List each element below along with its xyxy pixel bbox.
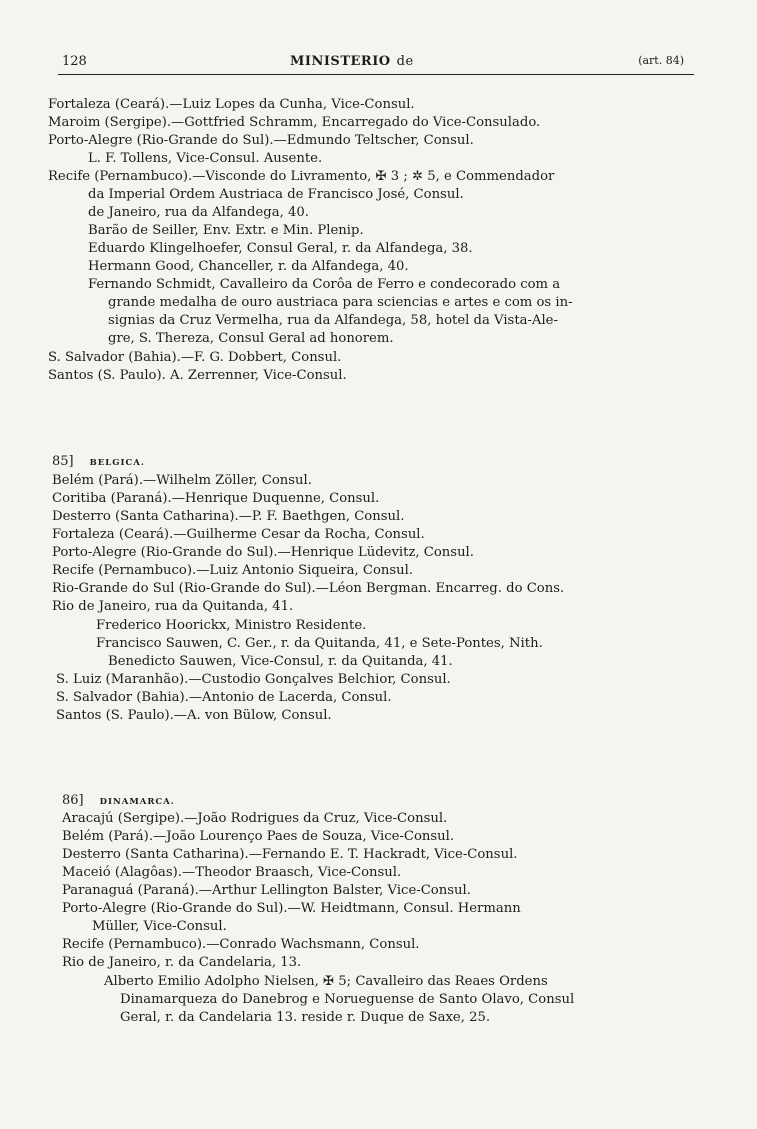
- entry-line: Fernando Schmidt, Cavalleiro da Corôa de Ferro e condecorado com a: [88, 277, 561, 292]
- entry-line: Alberto Emilio Adolpho Nielsen, ✠ 5; Cavalleiro das Reaes Ordens: [104, 974, 548, 989]
- entry-line: Frederico Hoorickx, Ministro Residente.: [96, 618, 367, 633]
- entry-line: Belém (Pará).—Wilhelm Zöller, Consul.: [52, 473, 312, 488]
- entry-line: Rio de Janeiro, r. da Candelaria, 13.: [62, 955, 302, 970]
- section-title: BELGICA.: [89, 458, 145, 468]
- page-header: [58, 52, 694, 75]
- entry-line: S. Salvador (Bahia).—Antonio de Lacerda, Consul.: [56, 690, 392, 705]
- section-number: 85]: [52, 454, 74, 469]
- entry-line: de Janeiro, rua da Alfandega, 40.: [88, 205, 309, 220]
- section-title: DINAMARCA.: [99, 797, 175, 807]
- entry-line: Maceió (Alagôas).—Theodor Braasch, Vice-Consul.: [62, 865, 402, 880]
- entry-line: Santos (S. Paulo). A. Zerrenner, Vice-Consul.: [48, 368, 347, 383]
- entry-line: Porto-Alegre (Rio-Grande do Sul).—W. Heidtmann, Consul. Hermann: [62, 901, 521, 916]
- entry-line: grande medalha de ouro austriaca para sciencias e artes e com os in-: [108, 295, 573, 310]
- section-heading-dinamarca: [62, 793, 175, 810]
- entry-line: Belém (Pará).—João Lourenço Paes de Souza, Vice-Consul.: [62, 829, 455, 844]
- entry-line: Geral, r. da Candelaria 13. reside r. Duque de Saxe, 25.: [120, 1010, 491, 1025]
- entry-line: L. F. Tollens, Vice-Consul. Ausente.: [88, 151, 323, 166]
- entry-line: S. Luiz (Maranhão).—Custodio Gonçalves Belchior, Consul.: [56, 672, 451, 687]
- entry-line: Dinamarqueza do Danebrog e Norueguense de Santo Olavo, Consul: [120, 992, 575, 1007]
- title-main: MINISTERIO: [290, 54, 391, 69]
- entry-line: Coritiba (Paraná).—Henrique Duquenne, Consul.: [52, 491, 380, 506]
- entry-line: Desterro (Santa Catharina).—Fernando E. T. Hackradt, Vice-Consul.: [62, 847, 518, 862]
- page-number: 128: [62, 54, 87, 69]
- entry-line: Hermann Good, Chanceller, r. da Alfandega, 40.: [88, 259, 409, 274]
- entry-line: Fortaleza (Ceará).—Luiz Lopes da Cunha, Vice-Consul.: [48, 97, 415, 112]
- entry-line: Maroim (Sergipe).—Gottfried Schramm, Encarregado do Vice-Consulado.: [48, 115, 541, 130]
- entry-line: Francisco Sauwen, C. Ger., r. da Quitanda, 41, e Sete-Pontes, Nith.: [96, 636, 543, 651]
- entry-line: Paranaguá (Paraná).—Arthur Lellington Balster, Vice-Consul.: [62, 883, 471, 898]
- entry-line: Rio de Janeiro, rua da Quitanda, 41.: [52, 599, 294, 614]
- article-reference: (art. 84): [638, 54, 684, 67]
- entry-line: Benedicto Sauwen, Vice-Consul, r. da Quitanda, 41.: [108, 654, 453, 669]
- entry-line: S. Salvador (Bahia).—F. G. Dobbert, Consul.: [48, 350, 342, 365]
- entry-line: Porto-Alegre (Rio-Grande do Sul).—Edmundo Teltscher, Consul.: [48, 133, 474, 148]
- entry-line: Eduardo Klingelhoefer, Consul Geral, r. da Alfandega, 38.: [88, 241, 473, 256]
- entry-line: Santos (S. Paulo).—A. von Bülow, Consul.: [56, 708, 332, 723]
- entry-line: Recife (Pernambuco).—Visconde do Livramento, ✠ 3 ; ✲ 5, e Commendador: [48, 169, 555, 184]
- entry-line: Müller, Vice-Consul.: [92, 919, 227, 934]
- entry-line: Rio-Grande do Sul (Rio-Grande do Sul).—Léon Bergman. Encarreg. do Cons.: [52, 581, 565, 596]
- title-suffix: de: [396, 54, 414, 69]
- entry-line: da Imperial Ordem Austriaca de Francisco José, Consul.: [88, 187, 464, 202]
- entry-line: Aracajú (Sergipe).—João Rodrigues da Cruz, Vice-Consul.: [62, 811, 448, 826]
- entry-line: Fortaleza (Ceará).—Guilherme Cesar da Rocha, Consul.: [52, 527, 425, 542]
- entry-line: Desterro (Santa Catharina).—P. F. Baethgen, Consul.: [52, 509, 405, 524]
- section-heading-belgica: [52, 454, 145, 471]
- entry-line: Porto-Alegre (Rio-Grande do Sul).—Henrique Lüdevitz, Consul.: [52, 545, 474, 560]
- running-title: [290, 54, 414, 69]
- entry-line: Barão de Seiller, Env. Extr. e Min. Plenip.: [88, 223, 364, 238]
- section-number: 86]: [62, 793, 84, 808]
- entry-line: gre, S. Thereza, Consul Geral ad honorem.: [108, 331, 394, 346]
- entry-line: signias da Cruz Vermelha, rua da Alfandega, 58, hotel da Vista-Ale-: [108, 313, 558, 328]
- entry-line: Recife (Pernambuco).—Conrado Wachsmann, Consul.: [62, 937, 420, 952]
- entry-line: Recife (Pernambuco).—Luiz Antonio Siqueira, Consul.: [52, 563, 414, 578]
